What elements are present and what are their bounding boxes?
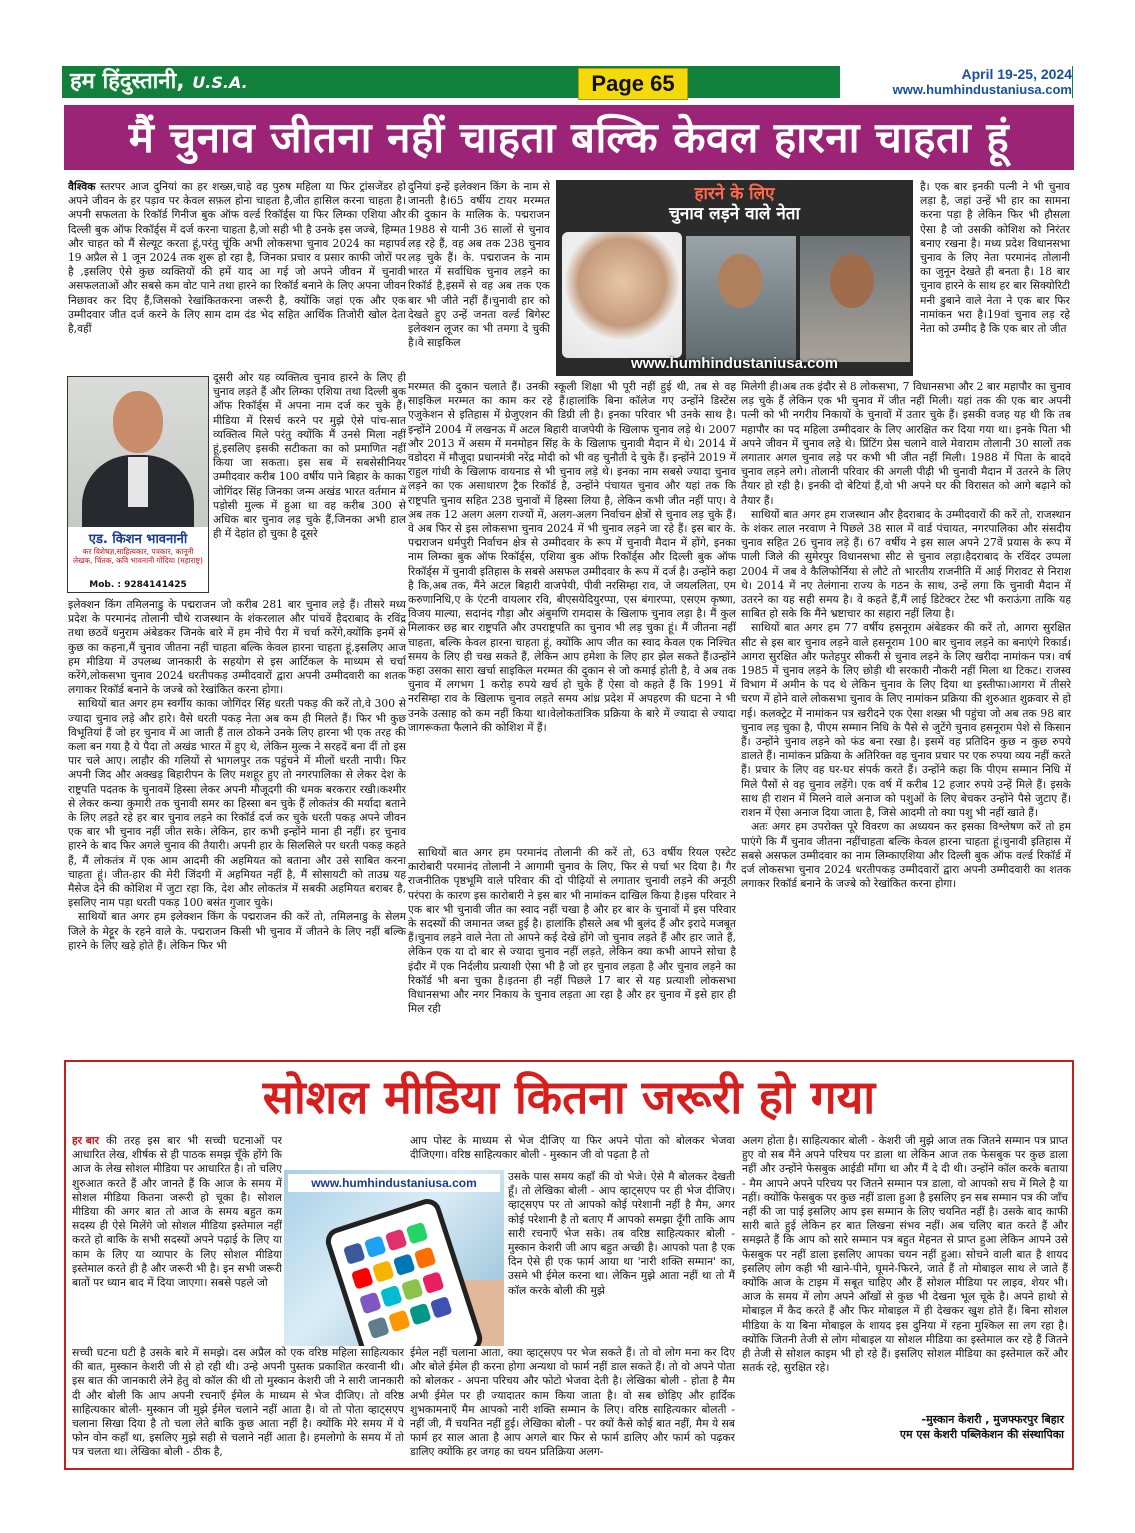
article2-col3-text-a: अलग होता है। साहित्यकार बोली - केशरी जी मुझे आज तक जितने सम्मान पत्र प्राप्त हुए वो सब मैंने अपने परिचय पर डाला था लेकिन आज तक फेसबुक पर कुछ डाला नहीं और उन्होंने फेसबुक आईडी माँगा था और मैं दे दी थी। उन्होंने कॉल करके बताया - मैम आपने अपने परिचय पर जितने सम्मान पत्र डाला, वो आपको सच में मिले है या नहीं। क्योंकि फेसबुक पर कुछ नहीं डाला हुआ है इसलिए इन सब सम्मान पत्र की जाँच नहीं की जा पाई इसलिए आप इस सम्मान के लिए चयनित नहीं है। उसके बाद काफी सारी बाते हुई लेकिन हर बात लिखना संभव नहीं। अब चलिए बात करते हैं और समझते हैं कि आप को सारे सम्मान पत्र बहुत मेहनत से प्राप्त हुआ लेकिन आपने उसे फेसबुक पर नहीं डाला इसलिए आपका चयन नहीं हुआ। सोचने वाली बात है शायद इसलिए लोग कही भी खाने-पीने, घूमने-फिरने, जाते हैं तो मोबाइल साथ ले जाते हैं क्योंकि आज के टाइम में सबूत चाहिए और हैं सोशल मीडिया पर लाइव, शेयर भी। आज के समय में लोग अपने आँखों से कुछ भी देखना भूल चूके है। अपने हाथो से मोबाइल में कैद करते हैं और फिर मोबाइल में ही देखकर खुश होते हैं। बिना सोशल मीडिया के या बिना मोबाइल के शायद इस दुनिया में रहना मुश्किल सा लग रहा है। क्योंकि जितनी तेजी से लोग मोबाइल या सोशल मीडिया का इस्तेमाल कर रहे हैं जितने ही तेजी से सोशल काइम भी हो रहे हैं। इसलिए सोशल मीडिया का इस्तेमाल करें और सतर्क रहे, सुरक्षित रहे। bbox=[742, 1134, 1068, 1375]
article2-col2-bottom bbox=[410, 1346, 735, 1464]
author-mobile: Mob. : 9284141425 bbox=[89, 580, 187, 590]
author-description: कर विशेषज्ञ,साहित्यकार, पत्रकार, कानूनी लेखक, चिंतक, कवि भावनानी गोंदिया (महाराष्ट्र) bbox=[73, 547, 203, 565]
author-photo bbox=[68, 377, 208, 527]
candidate-photo-1 bbox=[562, 232, 682, 358]
article2-author-signature: -मुस्कान केशरी , मुजफ्फरपुर बिहार bbox=[921, 1413, 1064, 1426]
photo-caption-line2: चुनाव लड़ने वाले नेता bbox=[669, 204, 800, 224]
photo-watermark-url: www.humhindustaniusa.com bbox=[631, 355, 838, 372]
article1-col2-bottom bbox=[408, 846, 736, 1050]
article1-col1-text-b: दूसरी ओर यह व्यक्तित्व चुनाव हारने के लिए ही चुनाव लड़ते हैं और लिम्का एशिया तथा दिल्ली बुक ऑफ रिकॉर्ड्स में अपना नाम दर्ज कर चुके हैं। मीडिया में रिसर्च करने पर मुझे ऐसे पांच-सात व्यक्तित्व मिले परंतु क्योंकि मैं उनसे मिला नहीं हूं,इसलिए इसकी सटीकता का को प्रमाणित नहीं किया जा सकता। इस सब में सबसेसीनियर उम्मीदवार करीब 100 वर्षीय पाने बिहार के काका जोगिंदर सिंह जिनका जन्म अखंड भारत वर्तमान में पड़ोसी मुल्क में हुआ था वह करीब 300 से अधिक बार चुनाव लड़ चुके हैं,जिनका अभी हाल ही में देहांत हो चुका है दूसरे bbox=[213, 371, 406, 541]
article2-col2-text-c: ईमेल नहीं चलाना आता, क्या व्हाट्सएप पर भेज सकते हैं। तो वो लोग मना कर दिए और बोले ईमेल ही करना होगा अन्यथा वो फार्म नहीं डाल सकते हैं। तो वो अपने पोता को बोलकर - अपना परिचय और फोटो भेजवा देती है। लेखिका बोली - होता है मैम अभी ईमेल पर ही ज्यादातर काम किया जाता है। वो सब छोड़िए और हार्दिक शुभकामनाएँ मैम आपको नारी शक्ति सम्मान के लिए। वरिष्ठ साहित्यकार बोलती - नहीं जी, मैं चयनित नहीं हुई। लेखिका बोली - पर क्यों कैसे कोई बात नहीं, मैम ये सब फार्म हर साल आता है आप अगले बार फिर से फार्म डालिए और फार्म को पढ़कर डालिए क्योंकि हर जगह का चयन प्रतिक्रिया अलग- bbox=[410, 1346, 735, 1459]
masthead-info bbox=[840, 64, 1072, 99]
candidate-photo-2 bbox=[686, 236, 796, 362]
article1-col1-bottom bbox=[68, 598, 406, 1050]
article2-col1-bottom bbox=[72, 1346, 404, 1464]
article1-col1-text-c: इलेक्शन किंग तमिलनाडु के पद्मराजन जो करीब 281 बार चुनाव लड़े हैं। तीसरे मध्य प्रदेश के परमानंद तोलानी चौथे राजस्थान के शंकरलाल और पांचवें हैदराबाद के रविंद्र तथा छठवें धनुराम अंबेडकर जिनके बारे में हम नीचे पैरा में चर्चा करेंगे,क्योंकि इनमें से कुछ का कहना,मैं चुनाव जीतना नहीं चाहता बल्कि केवल हारना चाहता हूं,इसलिए आज हम मीडिया में उपलब्ध जानकारी के सहयोग से इस आर्टिकल के माध्यम से चर्चा करेंगे,लोकसभा चुनाव 2024 धरतीपकड़ उम्मीदवारों द्वारा अपनी उम्मीदवारी का शतक लगाकर रिकॉर्ड बनाने के जज्बे को रेखांकित करना होगा। bbox=[68, 598, 406, 697]
photo-caption-line1: हारने के लिए bbox=[694, 184, 775, 204]
article1-headline: मैं चुनाव जीतना नहीं चाहता बल्कि केवल हारना चाहता हूं bbox=[64, 105, 1074, 170]
article2-author-org: एम एस केशरी पब्लिकेशन की संस्थापिका bbox=[899, 1428, 1064, 1441]
article2-col1-beside-image bbox=[72, 1134, 282, 1346]
social-media-image bbox=[284, 1170, 504, 1346]
article2-col1-text-b: सच्ची घटना घटी है उसके बारे में समझे। दस अप्रैल को एक वरिष्ठ महिला साहित्यकार की बात, मुस्कान केशरी जी से हो रही थी। उन्हे अपनी पुस्तक प्रकाशित करवानी थी। इस बात की जानकारी लेने हेतु वो कॉल की थी तो मुस्कान केशरी जी ने सारी जानकारी दी और बोली कि आप अपनी रचनाएँ ईमेल के माध्यम से भेज दीजिए। तो वरिष्ठ साहित्यकार बोली- मुस्कान जी मुझे ईमेल चलाने नहीं आता है। वो तो पोता व्हाट्सएप चलाना सिखा दिया है तो चला लेते बाकि कुछ आता नहीं है। क्योंकि मेरे समय में ये फोन वोन कहाँ था, इसलिए मुझे सही से चलाने नहीं आता है। हमलोगो के समय में तो पत्र चलता था। लेखिका बोली - ठीक है, bbox=[72, 1346, 404, 1459]
candidates-photo bbox=[556, 180, 913, 376]
article2-col2-beside-image bbox=[508, 1170, 735, 1346]
issue-date: April 19-25, 2024 bbox=[961, 66, 1072, 82]
article2-col2-text-b: उसके पास समय कहाँ की वो भेजे। ऐसे मै बोलकर देखती हूँ। तो लेखिका बोली - आप व्हाट्सएप पर ही भेज दीजिए। व्हाट्सएप पर तो आपको कोई परेशानी नहीं है मैम, अगर कोई परेशानी है तो बताए मैं आपको समझा दूँगी ताकि आप सारी रचनाएँ भेज सके। तब वरिष्ठ साहित्यकार बोली - मुस्कान केशरी जी आप बहुत अच्छी है। आपको पता है एक दिन ऐसे ही एक फार्म आया था 'नारी शक्ति सम्मान' का, उसमे भी ईमेल करना था। लेकिन मुझे आता नहीं था तो मैं कॉल करके बोली की मुझे bbox=[508, 1170, 735, 1297]
article1-col3-text-c: साथियों बात अगर हम राजस्थान और हैदराबाद के उम्मीदवारों की करें तो, राजस्थान के शंकर लाल नरवाण ने पिछले 38 साल में वार्ड पंचायत, नगरपालिका और संसदीय चुनाव सहित 26 चुनाव लड़े हैं। 67 वर्षीय ने इस साल अपने 27वें प्रयास के रूप में पाली जिले की सुमेरपुर विधानसभा सीट से चुनाव लड़ा।हैदराबाद के रविंदर उप्पला 2004 में जब वे कैलिफोर्निया से लौटे तो भारतीय राजनीति में आई गिरावट से निराश थे। 2014 में नए तेलंगाना राज्य के गठन के साथ, उन्हें लगा कि चुनावी मैदान में उतरने का यह सही समय है। वे कहते हैं,मैं लाई डिटेक्टर टेस्ट भी कराऊंगा ताकि यह साबित हो सके कि मैंने भ्रष्टाचार का सहारा नहीं लिया है। bbox=[741, 507, 1071, 621]
article1-col2-text-b: मरम्मत की दुकान चलाते हैं। उनकी स्कूली शिक्षा भी पूरी नहीं हुई थी, तब से वह साइकिल मरम्मत का काम कर रहे हैं।हालांकि बिना कॉलेज गए उन्होंने डिस्टेंस एजुकेशन से इतिहास में ग्रेजुएशन की डिग्री ली है। इनका परिवार भी उनके साथ है। इन्होंने 2004 में लखनऊ में अटल बिहारी वाजपेयी के खिलाफ चुनाव लड़े थे। 2007 और 2013 में असम में मनमोहन सिंह के के खिलाफ चुनावी मैदान में थे। 2014 में वडोदरा में मौजूदा प्रधानमंत्री नरेंद्र मोदी को भी वह चुनौती दे चुके हैं। इन्होंने 2019 में राहुल गांधी के खिलाफ वायनाड से भी चुनाव लड़े थे। इनका नाम सबसे ज्यादा चुनाव लड़ने का एक असाधारण ट्रैक रिकॉर्ड है, उन्होंने पंचायत चुनाव और यहां तक कि राष्ट्रपति चुनाव सहित 238 चुनावों में हिस्सा लिया है, लेकिन कभी जीत नहीं पाए। वे अब तक 12 अलग अलग राज्यों में, अलग-अलग निर्वाचन क्षेत्रों से चुनाव लड़ चुके हैं। वे अब फिर से इस लोकसभा चुनाव 2024 में भी चुनाव लड़ने जा रहे हैं। इस बार के. पद्मराजन धर्मपुरी निर्वाचन क्षेत्र से उम्मीदवार के रूप में चुनावी मैदान में होंगे, इनका नाम लिम्का बुक ऑफ रिकॉर्ड्स, एशिया बुक ऑफ रिकॉर्ड्स और दिल्ली बुक ऑफ रिकॉर्ड्स में चुनावी इतिहास के सबसे असफल उम्मीदवार के रूप में दर्ज है। उन्होंने कहा है कि,अब तक, मैंने अटल बिहारी वाजपेयी, पीवी नरसिम्हा राव, जे जयललिता, एम करुणानिधि,ए के एंटनी वायलार रवि, बीएसयेदियुरप्पा, एस बंगारप्पा, एसएम कृष्णा, विजय माल्या, सदानंद गौड़ा और अंबुमणि रामदास के खिलाफ चुनाव लड़ा है। मैं कुल मिलाकर छह बार राष्ट्रपति और उपराष्ट्रपति का चुनाव भी लड़ चुका हूं। मैं जीतना नहीं चाहता, बल्कि केवल हारना चाहता हूं, क्योंकि आप जीत का स्वाद केवल एक निश्चित समय के लिए ही चख सकते हैं, लेकिन आप हमेशा के लिए हार झेल सकते हैं।उन्होंने कहा उसका सारा खर्चा साइकिल मरम्मत की दुकान से जो कमाई होती है, वे अब तक चुनाव में लगभग 1 करोड़ रुपये खर्च हो चुके हैं ऐसा वो कहते हैं कि 1991 में नरसिम्हा राव के खिलाफ चुनाव लड़ते समय आंध्र प्रदेश में अपहरण की घटना ने भी उनके उत्साह को कम नहीं किया था।वेलोकतांत्रिक प्रक्रिया के बारे में ज्यादा से ज्यादा जागरूकता फैलाने की कोशिश में हैं। bbox=[408, 380, 736, 734]
photo-caption bbox=[556, 184, 913, 224]
article1-col1-top bbox=[68, 180, 406, 370]
article2-col1-text-a: की तरह इस बार भी सच्ची घटनाओं पर आधारित लेख, शीर्षक से ही पाठक समझ चूँके होंगे कि आज के लेख सोशल मीडिया पर आधारित है। तो चलिए शुरुआत करते हैं और जानते हैं कि आज के समय में सोशल मीडिया कितना जरूरी हो चूका है। सोशल मीडिया की अगर बात तो आज के समय बहुत कम सदस्य ही ऐसे मिलेंगे जो सोशल मीडिया इस्तेमाल नहीं करते हो बाकि के सभी सदस्यों अपने पढ़ाई के लिए या काम के लिए या व्यापार के लिए सोशल मीडिया इस्तेमाल करते ही है और जरूरी भी है। इन सभी जरूरी बातों पर ध्यान बाद में दिया जाएगा। सबसे पहले जो bbox=[72, 1134, 282, 1290]
article1-col3-text-b: मिलेगी ही।अब तक इंदौर से 8 लोकसभा, 7 विधानसभा और 2 बार महापौर का चुनाव लड़ चुके हैं लेकिन एक भी चुनाव में जीत नहीं मिली। यहां तक की एक बार अपनी पत्नी को भी नगरीय निकायों के चुनावों में उतार चुके हैं। इसकी वजह यह थी कि तब महापौर का पद महिला उम्मीदवार के लिए आरक्षित कर दिया गया था। इनके पिता भी अपने जीवन में चुनाव लड़े थे। प्रिंटिंग प्रेस चलाने वाले मेवाराम तोलानी 30 सालों तक लगातार अगल चुनाव लड़े पर कभी भी जीत नहीं मिली। 1988 में पिता के बादवे चुनाव लड़ने लगे। तोलानी परिवार की अगली पीढ़ी भी चुनावी मैदान में उतरने के लिए तैयार हो रही है। इनकी दो बेटियां हैं,वो भी अपने घर की विरासत को आगे बढ़ाने को तैयार हैं। bbox=[741, 380, 1071, 507]
smartphone-icon bbox=[322, 1195, 486, 1346]
article2-col2-text-a: आप पोस्ट के माध्यम से भेज दीजिए या फिर अपने पोता को बोलकर भेजवा दीजिएगा। वरिष्ठ साहित्यकार बोली - मुस्कान जी वो पढ़ता है तो bbox=[410, 1134, 735, 1162]
page-number-badge: Page 65 bbox=[578, 68, 688, 100]
article2-headline: सोशल मीडिया कितना जरूरी हो गया bbox=[262, 1070, 876, 1124]
masthead-logo-text: हम हिंदुस्तानी, bbox=[70, 69, 185, 94]
article1-col2-text-c: साथियों बात अगर हम परमानंद तोलानी की करें तो, 63 वर्षीय रियल एस्टेट कारोबारी परमानंद तोलानी ने आगामी चुनाव के लिए, फिर से पर्चा भर दिया है। गैर राजनीतिक पृष्ठभूमि वाले परिवार की दो पीढ़ियों से लगातार चुनावी लड़ने की अनूठी परंपरा के कारण इस कारोबारी ने इस बार भी नामांकन दाखिल किया है।इस परिवार ने एक बार भी चुनावी जीत का स्वाद नहीं चखा है और हर बार के चुनावों में इस परिवार के सदस्यों की जमानत जब्त हुई है। हालांकि हौसले अब भी बुलंद हैं और इरादे मजबूत हैं।चुनाव लड़ने वाले नेता तो आपने कई देखे होंगे जो चुनाव लड़ते हैं और हार जाते हैं, लेकिन एक या दो बार से ज्यादा चुनाव नहीं लड़ते, लेकिन क्या कभी आपने सोचा है इंदौर में एक निर्दलीय प्रत्याशी ऐसा भी है जो हर चुनाव लड़ता है और चुनाव लड़ने का रिकॉर्ड भी बना चुका है।इतना ही नहीं पिछले 17 बार से यह प्रत्याशी लोकसभा विधानसभा और नगर निकाय के चुनाव लड़ता आ रहा है और हर चुनाव में इसे हार ही मिल रही bbox=[408, 846, 736, 1016]
article1-col3-text-e: अतः अगर हम उपरोक्त पूरे विवरण का अध्ययन कर इसका विश्लेषण करें तो हम पाएंगे कि मैं चुनाव जीतना नहींचाहता बल्कि केवल हारना चाहता हूं।चुनावी इतिहास में सबसे असफल उम्मीदवार का नाम लिम्काएशिया और दिल्ली बुक ऑफ वर्ल्ड रिकॉर्ड में दर्ज लोकसभा चुनाव 2024 धरतीपकड़ उम्मीदवारों द्वारा अपनी उम्मीदवारी का शतक लगाकर रिकॉर्ड बनाने के जज्बे को रेखांकित करना होगा। bbox=[741, 820, 1071, 891]
masthead-logo bbox=[70, 66, 248, 99]
article1-col3-text-d: साथियों बात अगर हम 77 वर्षीय हसनूराम अंबेडकर की करें तो, आगरा सुरक्षित सीट से इस बार चुनाव लड़ने वाले हसनूराम 100 बार चुनाव लड़ने का बनाएंगे रिकार्ड। आगरा सुरक्षित और फतेहपुर सीकरी से चुनाव लड़ने के लिए खरीदा नामांकन पत्र। वर्ष 1985 में चुनाव लड़ने के लिए छोड़ी थी सरकारी नौकरी नहीं मिला था टिकट। राजस्व विभाग में अमीन के पद थे लेकिन चुनाव के लिए दिया था इस्तीफा।आगरा में तीसरे चरण में होने वाले लोकसभा चुनाव के लिए नामांकन प्रक्रिया की शुरुआत शुक्रवार से हो गई। कलक्ट्रेट में नामांकन पत्र खरीदने एक ऐसा शख्स भी पहुंचा जो अब तक 98 बार चुनाव लड़ चुका है, पीएम सम्मान निधि के पैसे से जुटेंगे चुनाव हसनूराम पेशे से किसान हैं। उन्होंने चुनाव लड़ने को फंड बना रखा है। इसमें वह प्रतिदिन कुछ न कुछ रुपये डालते हैं। नामांकन प्रक्रिया के अतिरिक्त वह चुनाव प्रचार पर एक रुपया व्यय नहीं करते हैं। प्रचार के लिए वह घर-घर संपर्क करते हैं। उन्होंने कहा कि पीएम सम्मान निधि में मिले पैसों से वह चुनाव लड़ेंगे। एक वर्ष में करीब 12 हजार रुपये उन्हें मिले हैं। इसके साथ ही राशन में मिलने वाले अनाज को पशुओं के लिए बेचकर उन्होंने पैसे जुटाए हैं। राशन में ऐसा अनाज दिया जाता है, जिसे आदमी तो क्या पशु भी नहीं खाते हैं। bbox=[741, 621, 1071, 820]
image-watermark-url: www.humhindustaniusa.com bbox=[288, 1174, 500, 1192]
article2-col3 bbox=[742, 1134, 1068, 1410]
article1-col3-top bbox=[920, 180, 1070, 380]
website-link[interactable]: www.humhindustaniusa.com bbox=[892, 82, 1072, 97]
article2-lead-word: हर बार bbox=[72, 1134, 100, 1147]
article1-lead-word: वैश्विक bbox=[68, 180, 96, 193]
article1-col1-text-a: स्तरपर आज दुनियां का हर शख्स,चाहे वह पुरुष महिला या फिर ट्रांसजेंडर हो अपने जीवन के हर पड़ाव पर केवल सफ़ल होना चाहता है,जीत हासिल करना चाहता है।अपनी सफलता के रिकॉर्ड गिनीज बुक ऑफ वर्ल्ड रिकॉर्ड्स या फिर लिम्का एशिया और दिल्ली बुक ऑफ रिकॉर्ड्स में दर्ज करना चाहता है,जो सही भी है उनके इस जज्बे, हिम्मत और चाहत को मैं सेल्यूट करता हूं,परंतु चूंकि अभी लोकसभा चुनाव 2024 का महापर्व 19 अप्रैल से 1 जून 2024 तक शुरू हो रहा है, जिनका प्रचार व प्रसार काफी जोरों पर है ,इसलिए ऐसे कुछ व्यक्तियों की हमें याद आ गई जो अपने जीवन में चुनावी असफलताओं और सबसे कम वोट पाने तथा हारने का रिकॉर्ड बनाने के लिए अपना जीवन निछावर कर दिए हैं,जिसको रेखांकितकरना जरूरी है, क्योंकि जहां एक और एक उम्मीदवार जीत दर्ज करने के लिए साम दाम दंड भेद सहित आर्थिक तिजोरी खोल देता है,वहीं bbox=[68, 180, 406, 336]
article1-col2-top bbox=[408, 180, 550, 380]
author-name: एड. किशन भावनानी bbox=[88, 532, 188, 547]
masthead-logo-suffix: U.S.A. bbox=[192, 73, 248, 92]
article1-col1-text-e: साथियों बात अगर हम इलेक्शन किंग के पद्मराजन की करें तो, तमिलनाडु के सेलम जिले के मेट्टूर के रहने वाले के. पद्मराजन किसी भी चुनाव में जीतने के लिए नहीं बल्कि हारने के लिए खड़े होते हैं। लेकिन फिर भी bbox=[68, 910, 406, 952]
article1-col2-text-a: दुनियां इन्हें इलेक्शन किंग के नाम से जानती है।65 वर्षीय टायर मरम्मत की दुकान के मालिक के. पद्मराजन 1988 से यानी 36 सालों से चुनाव लड़ रहे हैं, वह अब तक 238 चुनाव लड़ चुके हैं। के. पद्मराजन के नाम भारत में सर्वाधिक चुनाव लड़ने का रिकॉर्ड है,इसमें से वह अब तक एक बार भी जीते नहीं हैं।चुनावी हार को देखते हुए उन्हें जनता वर्ल्ड बिगेस्ट इलेक्शन लूजर का भी तमगा दे चुकी है।वे साइकिल bbox=[408, 180, 550, 350]
article1-col3-bottom bbox=[741, 380, 1071, 1050]
article1-col1-beside-photo bbox=[213, 371, 406, 598]
article1-col1-text-d: साथियों बात अगर हम स्वर्गीय काका जोगिंदर सिंह धरती पकड़ की करें तो,वे 300 से ज्यादा चुनाव लड़े और हारे। वैसे धरती पकड़ नेता अब कम ही मिलते हैं। फिर भी कुछ विभूतियां हैं जो हर चुनाव में आ जाती हैं ताल ठोकने उनके लिए हारना भी एक तरह की कला बन गया है ये पैदा तो अखंड भारत में हुए थे, लेकिन मुल्क ने सरहदें बना दीं तो इस पार चले आए। लाहौर की गलियों से भागलपुर तक पहुंचने में मीलों धरती नापी। फिर अपनी जिद और अक्खड़ बिहारीपन के लिए मशहूर हुए तो नगरपालिका से लेकर देश के राष्ट्रपति पदतक के चुनावमें हिस्सा लेकर अपनी मौजूदगी की धमक बरकरार रखी।कश्मीर से लेकर कन्या कुमारी तक चुनावी समर का हिस्सा बन चुके हैं लोकतंत्र की मर्यादा बताने के लिए लड़ते रहे हर बार चुनाव लड़ने का रिकॉर्ड दर्ज कर चुके धरती पकड़ अपने जीवन एक बार भी चुनाव नहीं जीत सके। लेकिन, हार कभी इन्होंने माना ही नहीं। हर चुनाव हारने के बाद फिर अगले चुनाव की तैयारी। अपनी हार के सिलसिले पर धरती पकड़ कहते हैं, मैं लोकतंत्र में एक आम आदमी की अहमियत को बताना और उसे साबित करना चाहता हूं। जीत-हार की मेरी जिंदगी में अहमियत नहीं है, मैं सोसायटी को ताउम्र यह मैसेज देने की कोशिश में जुटा रहा कि, देश और लोकतंत्र में सबकी अहमियत बराबर है, इसलिए नाम पड़ा धरती पकड़ 100 बसंत गुजार चुके। bbox=[68, 697, 406, 910]
author-card bbox=[67, 376, 209, 593]
article1-col3-text-a: है। एक बार इनकी पत्नी ने भी चुनाव लड़ा है, जहां उन्हें भी हार का सामना करना पड़ा है लेकिन फिर भी हौसला ऐसा है जो उसकी कोशिश को निरंतर बनाए रखना है। मध्य प्रदेश विधानसभा चुनाव के लिए नेता परमानंद तोलानी का जुनून देखते ही बनता है। 18 बार चुनाव हारने के साथ हर बार सिक्योरिटी मनी डुबाने वाले नेता ने एक बार फिर नामांकन भरा है।19वां चुनाव लड़ रहे नेता को उम्मीद है कि एक बार तो जीत bbox=[920, 180, 1070, 336]
candidate-photo-3 bbox=[800, 236, 910, 362]
article1-col2-middle bbox=[408, 380, 736, 846]
article2-col2-top bbox=[410, 1134, 735, 1170]
